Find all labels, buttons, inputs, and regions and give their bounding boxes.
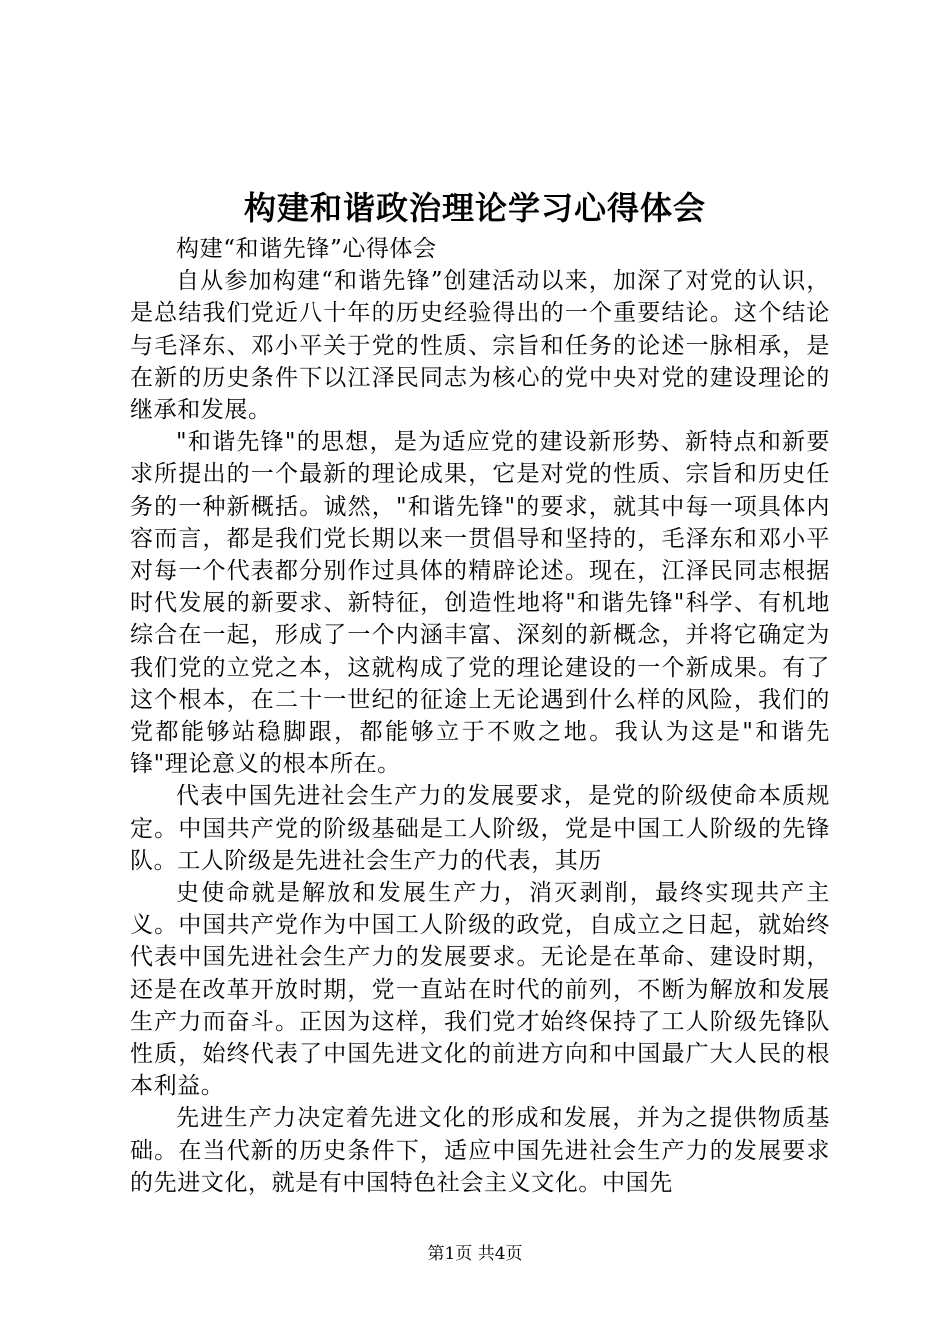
body-paragraph: 史使命就是解放和发展生产力，消灭剥削，最终实现共产主义。中国共产党作为中国工人阶级的政党，自成立之日起，就始终代表中国先进社会生产力的发展要求。无论是在革命、建设时期，还是在改革开放时期，党一直站在时代的前列，不断为解放和发展生产力而奋斗。正因为这样，我们党才始终保持了工人阶级先锋队性质，始终代表了中国先进文化的前进方向和中国最广大人民的根本利益。	[130, 880, 830, 1100]
document-title: 构建和谐政治理论学习心得体会	[243, 189, 706, 227]
body-paragraph: 先进生产力决定着先进文化的形成和发展，并为之提供物质基础。在当代新的历史条件下，适应中国先进社会生产力的发展要求的先进文化，就是有中国特色社会主义文化。中国先	[130, 1105, 830, 1196]
subtitle-paragraph: 构建“和谐先锋”心得体会	[176, 236, 437, 262]
page-indicator: 第1页 共4页	[427, 1244, 523, 1264]
body-paragraph: "和谐先锋"的思想，是为适应党的建设新形势、新特点和新要求所提出的一个最新的理论成果，它是对党的性质、宗旨和历史任务的一种新概括。诚然，"和谐先锋"的要求，就其中每一项具体内容而言，都是我们党长期以来一贯倡导和坚持的，毛泽东和邓小平对每一个代表都分别作过具体的精辟论述。现在，江泽民同志根据时代发展的新要求、新特征，创造性地将"和谐先锋"科学、有机地综合在一起，形成了一个内涵丰富、深刻的新概念，并将它确定为我们党的立党之本，这就构成了党的理论建设的一个新成果。有了这个根本，在二十一世纪的征途上无论遇到什么样的风险，我们的党都能够站稳脚跟，都能够立于不败之地。我认为这是"和谐先锋"理论意义的根本所在。	[130, 429, 830, 778]
body-paragraph: 自从参加构建“和谐先锋”创建活动以来，加深了对党的认识，是总结我们党近八十年的历史经验得出的一个重要结论。这个结论与毛泽东、邓小平关于党的性质、宗旨和任务的论述一脉相承，是在新的历史条件下以江泽民同志为核心的党中央对党的建设理论的继承和发展。	[130, 268, 830, 424]
body-paragraph: 代表中国先进社会生产力的发展要求，是党的阶级使命本质规定。中国共产党的阶级基础是工人阶级，党是中国工人阶级的先锋队。工人阶级是先进社会生产力的代表，其历	[130, 783, 830, 874]
document-body	[130, 233, 830, 1199]
